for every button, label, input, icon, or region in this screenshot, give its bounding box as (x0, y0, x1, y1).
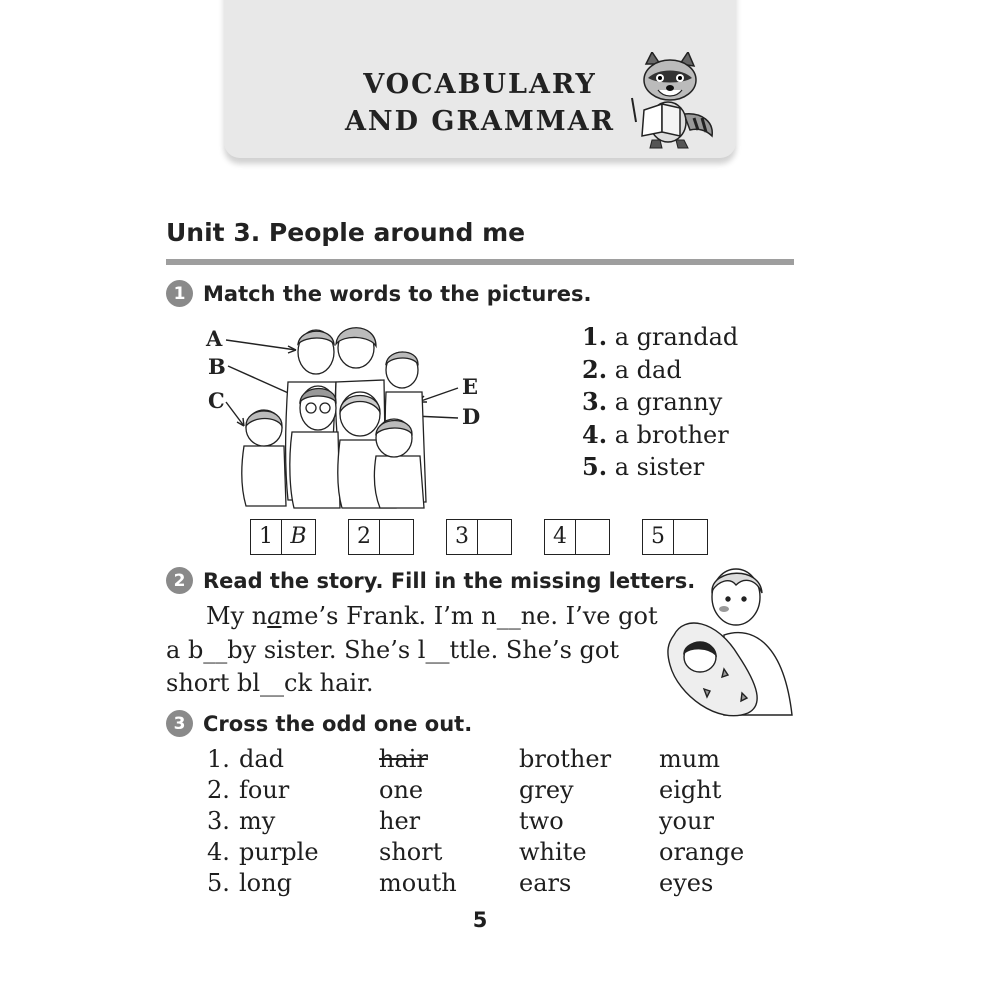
word-option[interactable]: grey (519, 776, 574, 804)
word-option[interactable]: brother (519, 745, 612, 773)
word-item: 5. a sister (582, 452, 705, 481)
picture-label-b: B (208, 354, 226, 379)
word-option[interactable]: dad (239, 745, 285, 773)
picture-label-c: C (208, 388, 225, 413)
raccoon-mascot-illustration (622, 52, 718, 150)
table-row: 5. long mouth ears eyes (207, 868, 769, 899)
word-item: 1. a grandad (582, 322, 739, 351)
unit-title: Unit 3. People around me (166, 218, 526, 247)
word-option[interactable]: eight (659, 776, 722, 804)
task3-number-badge: 3 (166, 710, 193, 737)
section-title-line1: VOCABULARY (363, 69, 597, 100)
picture-label-a: A (206, 326, 223, 351)
story-line-1: My name’s Frank. I’m n__ne. I’ve got (206, 602, 658, 630)
word-item: 3. a granny (582, 387, 723, 416)
word-option[interactable]: short (379, 838, 443, 866)
word-option[interactable]: eyes (659, 869, 714, 897)
table-row: 1. dad hair brother mum (207, 744, 769, 775)
word-option[interactable]: four (239, 776, 290, 804)
answer-input[interactable]: B (290, 524, 307, 549)
word-option[interactable]: mouth (379, 869, 457, 897)
table-row: 3. my her two your (207, 806, 769, 837)
story-line-3[interactable]: short bl__ck hair. (166, 669, 374, 697)
word-option[interactable]: your (659, 807, 714, 835)
answer-input[interactable] (478, 520, 511, 554)
picture-label-d: D (462, 404, 481, 429)
word-option[interactable]: white (519, 838, 587, 866)
answer-input[interactable] (674, 520, 707, 554)
word-item: 4. a brother (582, 419, 729, 449)
page-number: 5 (472, 908, 488, 932)
word-item: 2. a dad (582, 354, 682, 384)
answer-box-2[interactable]: 2 (348, 519, 414, 555)
answer-box-5[interactable]: 5 (642, 519, 708, 555)
word-option[interactable]: my (239, 807, 276, 835)
table-row: 2. four one grey eight (207, 775, 769, 806)
word-option[interactable]: two (519, 807, 564, 835)
unit-divider (166, 259, 794, 265)
word-option[interactable]: ears (519, 869, 572, 897)
answer-input[interactable] (576, 520, 609, 554)
word-option-crossed[interactable]: hair (379, 745, 428, 773)
section-title (340, 66, 620, 140)
task3-heading (166, 710, 472, 737)
answer-boxes (250, 519, 710, 555)
odd-one-out-table (207, 744, 769, 899)
answer-input[interactable] (380, 520, 413, 554)
answer-box-3[interactable]: 3 (446, 519, 512, 555)
task2-instruction: Read the story. Fill in the missing letters. (203, 568, 696, 593)
word-option[interactable]: orange (659, 838, 745, 866)
word-list (582, 321, 738, 484)
word-option[interactable]: mum (659, 745, 720, 773)
word-option[interactable]: purple (239, 838, 319, 866)
word-option[interactable]: long (239, 869, 292, 897)
story-text (166, 600, 658, 701)
boy-holding-baby-illustration (664, 565, 796, 720)
table-row: 4. purple short white orange (207, 837, 769, 868)
word-option[interactable]: her (379, 807, 421, 835)
picture-label-e: E (462, 374, 479, 399)
filled-letter: a (267, 602, 282, 630)
task1-heading (166, 280, 591, 307)
answer-box-4[interactable]: 4 (544, 519, 610, 555)
section-title-line2: AND GRAMMAR (344, 106, 616, 137)
task1-number-badge: 1 (166, 280, 193, 307)
task2-heading (166, 567, 695, 594)
word-option[interactable]: one (379, 776, 424, 804)
answer-box-1[interactable]: 1 B (250, 519, 316, 555)
task1-instruction: Match the words to the pictures. (203, 281, 592, 306)
task2-number-badge: 2 (166, 567, 193, 594)
task3-instruction: Cross the odd one out. (203, 711, 473, 736)
family-illustration (200, 322, 500, 514)
story-line-2[interactable]: a b__by sister. She’s l__ttle. She’s got (166, 635, 620, 664)
